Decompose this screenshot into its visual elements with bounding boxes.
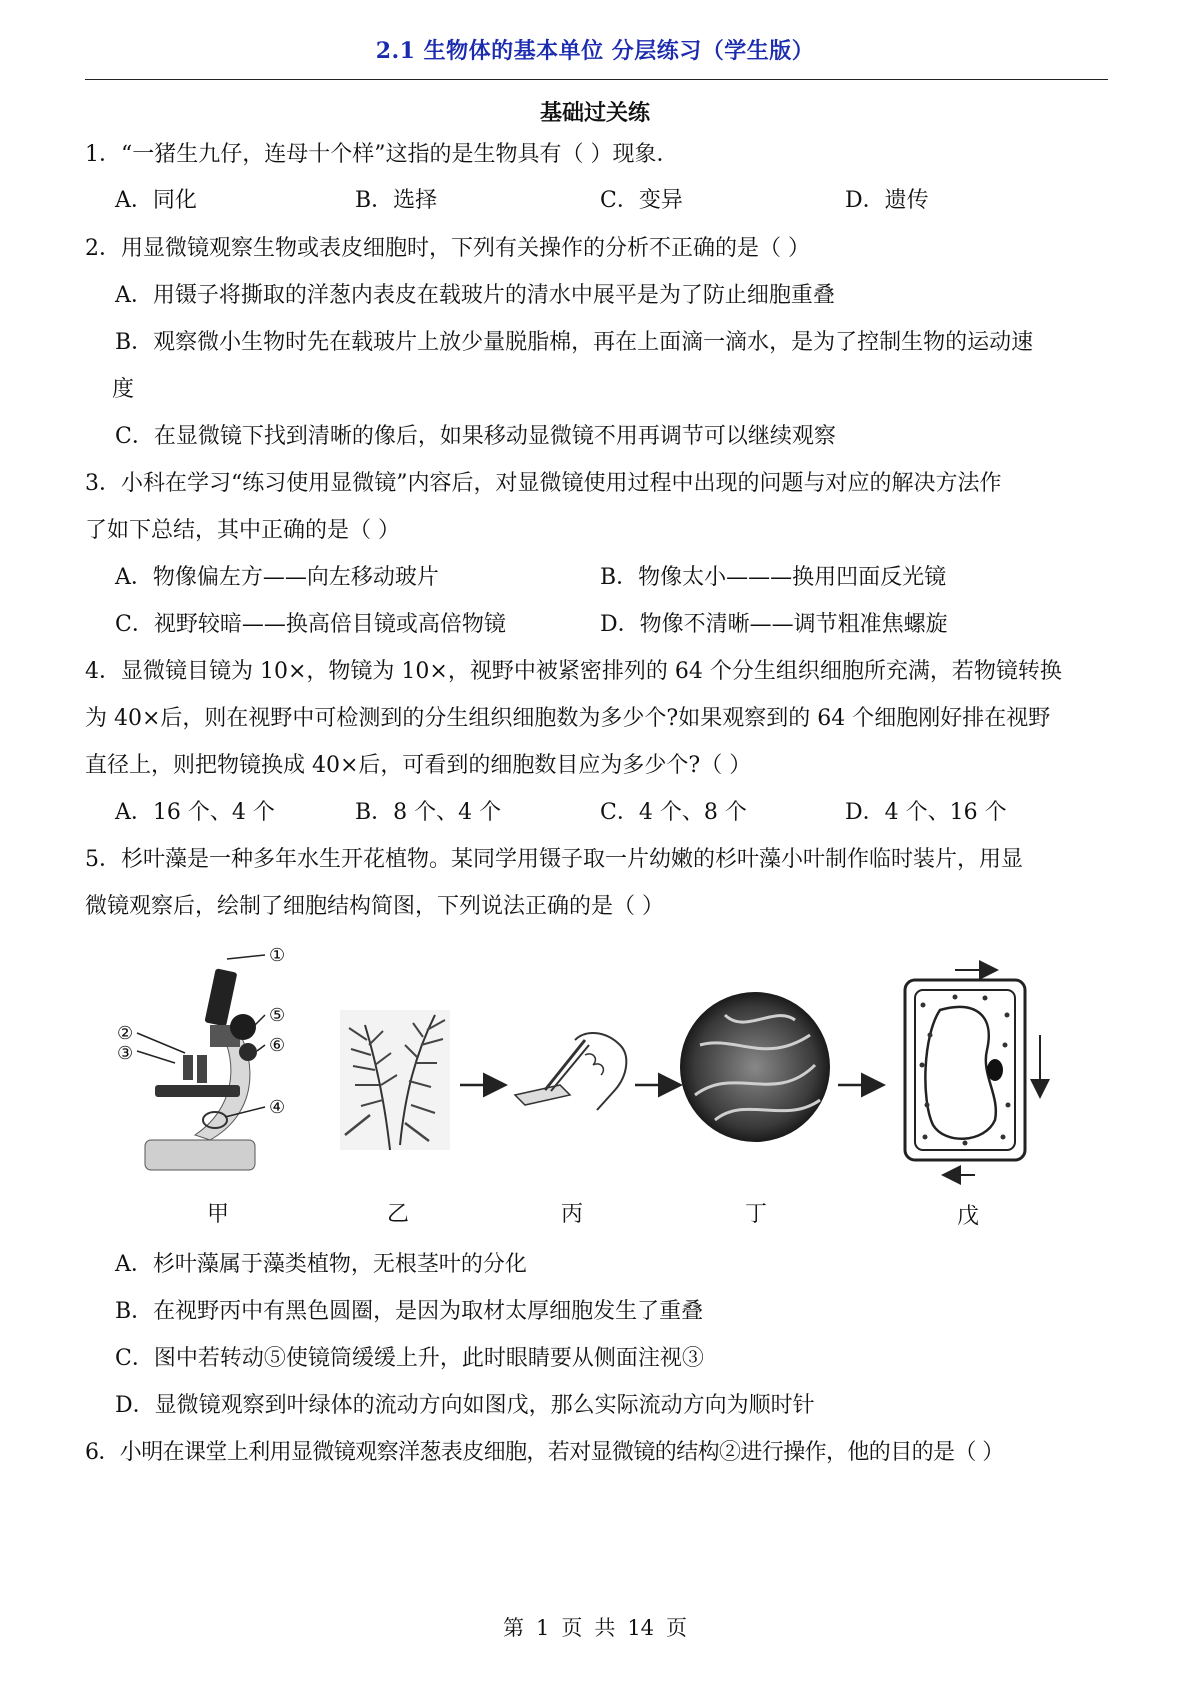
q5-option-b: B．在视野丙中有黑色圆圈，是因为取材太厚细胞发生了重叠 xyxy=(115,1299,704,1324)
footer-word-di: 第 xyxy=(502,1616,524,1640)
question-4-stem-cont1: 为 40×后，则在视野中可检测到的分生组织细胞数为多少个?如果观察到的 64 个细胞刚好排在视野 xyxy=(85,706,1051,731)
q5-option-c: C．图中若转动⑤使镜筒缓缓上升，此时眼睛要从侧面注视③ xyxy=(115,1346,704,1371)
footer-word-ye-2: 页 xyxy=(666,1616,688,1640)
q5-option-d: D．显微镜观察到叶绿体的流动方向如图戊，那么实际流动方向为顺时针 xyxy=(115,1393,815,1418)
question-4-stem-cont2: 直径上，则把物镜换成 40×后，可看到的细胞数目应为多少个?（ ） xyxy=(85,753,752,778)
footer-word-gong: 共 xyxy=(594,1616,616,1640)
footer-total-pages: 14 xyxy=(627,1616,655,1640)
q1-option-c: C．变异 xyxy=(600,188,683,213)
plant-drawing xyxy=(340,1010,450,1150)
marker-1: ① xyxy=(269,945,286,966)
q2-option-b: B．观察微小生物时先在载玻片上放少量脱脂棉，再在上面滴一滴水，是为了控制生物的运动速 xyxy=(115,330,1034,355)
q4-option-a: A．16 个、4 个 xyxy=(115,800,275,825)
caption-bing: 丙 xyxy=(561,1202,584,1227)
microscope-drawing xyxy=(137,955,265,1170)
q1-option-b: B．选择 xyxy=(355,188,438,213)
q2-option-c: C．在显微镜下找到清晰的像后，如果移动显微镜不用再调节可以继续观察 xyxy=(115,424,836,449)
question-3-stem-cont: 了如下总结，其中正确的是（ ） xyxy=(85,518,400,543)
q5-figure-drawing xyxy=(115,945,1075,1190)
marker-2: ② xyxy=(117,1023,134,1044)
question-5-stem-cont: 微镜观察后，绘制了细胞结构简图，下列说法正确的是（ ） xyxy=(85,894,664,919)
footer-word-ye: 页 xyxy=(561,1616,583,1640)
marker-5: ⑤ xyxy=(269,1005,286,1026)
caption-wu: 戊 xyxy=(957,1204,980,1229)
q4-option-c: C．4 个、8 个 xyxy=(600,800,747,825)
q3-option-d: D．物像不清晰——调节粗准焦螺旋 xyxy=(600,612,948,637)
q5-figure xyxy=(115,945,1075,1229)
footer-page-number: 1 xyxy=(535,1616,550,1640)
question-4-stem: 4．显微镜目镜为 10×，物镜为 10×，视野中被紧密排列的 64 个分生组织细胞所充满，若物镜转换 xyxy=(85,659,1062,684)
document-title: 2.1 生物体的基本单位 分层练习（学生版） xyxy=(375,38,815,64)
q2-option-b-cont: 度 xyxy=(112,377,135,402)
q1-option-a: A．同化 xyxy=(115,188,197,213)
microscope-field-drawing xyxy=(680,992,830,1142)
q5-option-a: A．杉叶藻属于藻类植物，无根茎叶的分化 xyxy=(115,1252,527,1277)
marker-4: ④ xyxy=(269,1097,286,1118)
question-2-stem: 2．用显微镜观察生物或表皮细胞时，下列有关操作的分析不正确的是（ ） xyxy=(85,236,810,261)
question-1-stem: 1．“一猪生九仔，连母十个样”这指的是生物具有（ ）现象． xyxy=(85,142,679,167)
q3-option-b: B．物像太小———换用凹面反光镜 xyxy=(600,565,947,590)
q1-option-d: D．遗传 xyxy=(845,188,929,213)
caption-yi: 乙 xyxy=(387,1202,410,1227)
plant-cell-drawing xyxy=(905,970,1040,1175)
q4-option-b: B．8 个、4 个 xyxy=(355,800,502,825)
q2-option-a: A．用镊子将撕取的洋葱内表皮在载玻片的清水中展平是为了防止细胞重叠 xyxy=(115,283,835,308)
caption-ding: 丁 xyxy=(745,1202,768,1227)
slide-prep-drawing xyxy=(515,1033,626,1110)
marker-3: ③ xyxy=(117,1043,134,1064)
q3-option-a: A．物像偏左方——向左移动玻片 xyxy=(115,565,439,590)
page-footer xyxy=(0,1612,1190,1642)
question-3-stem: 3．小科在学习“练习使用显微镜”内容后，对显微镜使用过程中出现的问题与对应的解决方法作 xyxy=(85,471,1002,496)
header-rule xyxy=(85,79,1108,80)
section-title: 基础过关练 xyxy=(539,100,650,126)
question-5-stem: 5．杉叶藻是一种多年水生开花植物。某同学用镊子取一片幼嫩的杉叶藻小叶制作临时装片，用显 xyxy=(85,847,1024,872)
q3-option-c: C．视野较暗——换高倍目镜或高倍物镜 xyxy=(115,612,506,637)
question-6-stem: 6．小明在课堂上利用显微镜观察洋葱表皮细胞，若对显微镜的结构②进行操作，他的目的是（ ） xyxy=(85,1440,1004,1465)
q4-option-d: D．4 个、16 个 xyxy=(845,800,1007,825)
caption-jia: 甲 xyxy=(207,1202,230,1227)
marker-6: ⑥ xyxy=(269,1035,286,1056)
